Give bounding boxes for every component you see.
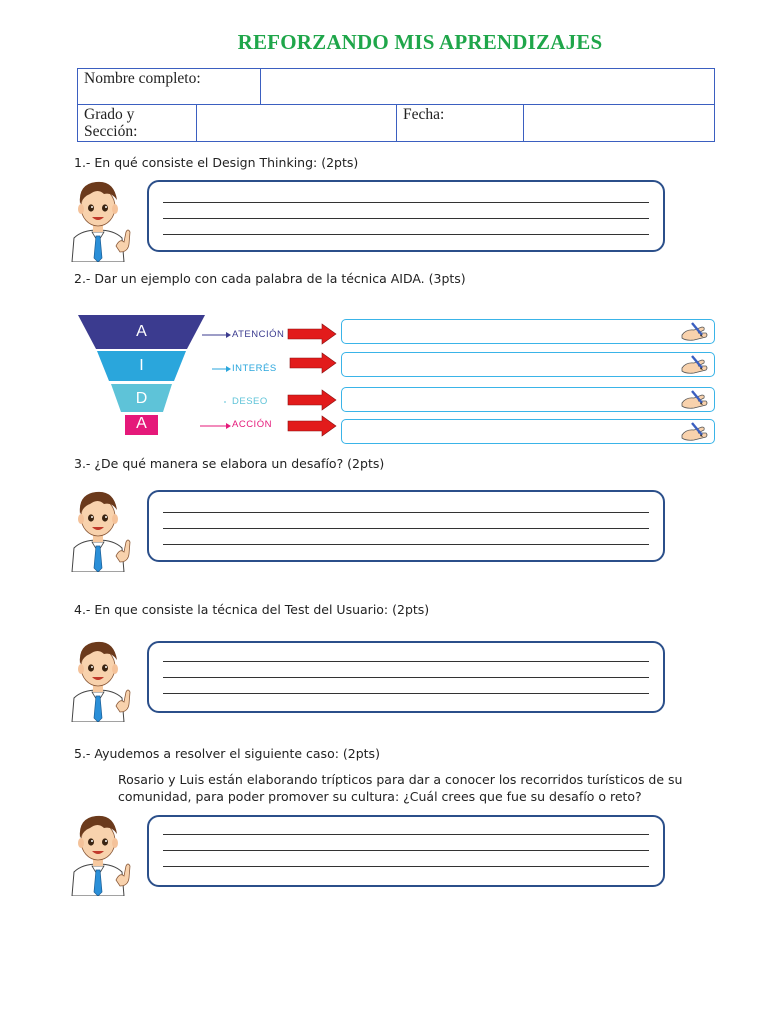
answer-line	[163, 218, 649, 219]
page-title: REFORZANDO MIS APRENDIZAJES	[237, 30, 603, 54]
aida-red-arrows	[286, 322, 338, 438]
aida-answer-deseo[interactable]	[341, 387, 715, 412]
label-accion: ACCIÓN	[232, 419, 272, 430]
answer-box-1[interactable]	[147, 180, 665, 252]
aida-answer-accion[interactable]	[341, 419, 715, 444]
answer-line	[163, 528, 649, 529]
date-label: Fecha:	[397, 105, 524, 141]
answer-line	[163, 866, 649, 867]
answer-line	[163, 850, 649, 851]
label-atencion: ATENCIÓN	[232, 329, 285, 340]
hand-writing-icon	[680, 354, 710, 376]
funnel-letter-a: A	[136, 323, 147, 340]
question-3: 3.- ¿De qué manera se elabora un desafío? (2pts)	[74, 456, 385, 471]
name-field[interactable]	[261, 69, 714, 105]
funnel-letter-d: D	[135, 390, 148, 407]
red-arrow-icon	[290, 353, 336, 373]
aida-answer-interes[interactable]	[341, 352, 715, 377]
answer-box-3[interactable]	[147, 490, 665, 562]
answer-line	[163, 834, 649, 835]
hand-writing-icon	[680, 389, 710, 411]
boy-pointing-icon	[62, 632, 134, 722]
date-field[interactable]	[524, 105, 714, 141]
answer-line	[163, 544, 649, 545]
answer-line	[163, 512, 649, 513]
case-description: Rosario y Luis están elaborando trípticos para dar a conocer los recorridos turísticos de su comunidad, para poder promover su cultura: ¿Cuál crees que fue su desafío o reto?	[118, 772, 683, 804]
question-4: 4.- En que consiste la técnica del Test del Usuario: (2pts)	[74, 602, 430, 617]
answer-line	[163, 677, 649, 678]
question-5: 5.- Ayudemos a resolver el siguiente caso: (2pts)	[74, 746, 380, 761]
boy-pointing-icon	[62, 806, 134, 896]
answer-line	[163, 693, 649, 694]
hand-writing-icon	[680, 421, 710, 443]
answer-line	[163, 234, 649, 235]
question-1: 1.- En qué consiste el Design Thinking: (2pts)	[74, 155, 359, 170]
label-interes: INTERÉS	[232, 363, 277, 374]
answer-line	[163, 202, 649, 203]
answer-line	[163, 661, 649, 662]
name-label: Nombre completo:	[78, 69, 261, 105]
answer-box-4[interactable]	[147, 641, 665, 713]
grade-label: Grado y Sección:	[78, 105, 197, 141]
question-2: 2.- Dar un ejemplo con cada palabra de la técnica AIDA. (3pts)	[74, 271, 466, 286]
answer-box-5[interactable]	[147, 815, 665, 887]
red-arrow-icon	[288, 324, 336, 344]
funnel-letter-i: I	[139, 357, 144, 374]
red-arrow-icon	[288, 390, 336, 410]
boy-pointing-icon	[62, 482, 134, 572]
red-arrow-icon	[288, 416, 336, 436]
label-deseo: DESEO	[232, 396, 268, 407]
aida-answer-atencion[interactable]	[341, 319, 715, 344]
grade-field[interactable]	[197, 105, 397, 141]
funnel-letter-a2: A	[136, 415, 147, 432]
boy-pointing-icon	[62, 172, 134, 262]
student-info-table	[77, 68, 715, 142]
hand-writing-icon	[680, 321, 710, 343]
